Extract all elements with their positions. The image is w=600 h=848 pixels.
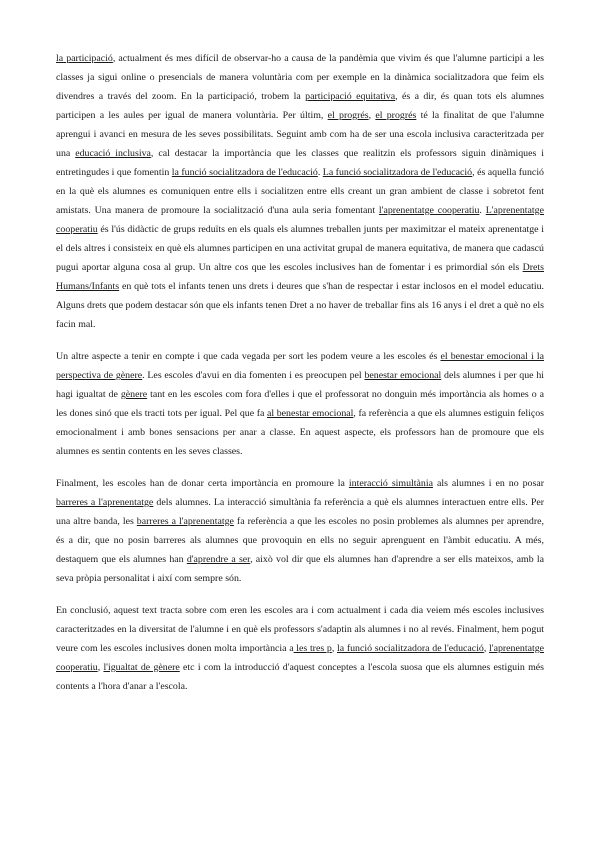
key-term: Drets Humans/Infants [56,262,544,292]
key-term: el benestar emocional i la perspectiva de gènere [56,351,544,381]
text-segment: en què tots el infants tenen uns drets i deures que s'han de respectar i estar inclosos en el model educatiu. Alguns drets que podem destacar són que els infants tenen Dret a no haver de treballar fins als 16 anys i el dret a què no els facin mal. [56,281,544,330]
key-term: participació equitativa [305,91,396,102]
text-segment: , actualment és mes difícil de observar-ho a causa de la pandèmia que vivim és que l'alumne participi a les classes ja sigui online o presencials de manera voluntària com per exemple en la dinàmica socialitzadora que feim els divendres a través del zoom. En la participació, trobem la [56,53,544,102]
key-term: interacció simultània [348,478,433,489]
text-segment: , cal destacar la importància que les classes que realitzin els professors siguin dinàmiques i entretingudes i que fomentin [56,148,544,178]
key-term: la participació [56,53,113,64]
text-segment: dels alumnes i per que hi hagi igualtat de [56,370,545,400]
text-segment: és l'ús didàctic de grups reduïts en els quals els alumnes treballen junts per maximitzar el mateix aprenentatge i el dels altres i consisteix en què els alumnes participen en una activitat grupal de manera equitativa, de manera que cadascú pugui aportar alguna cosa al grup. Un altre cos que les escoles inclusives han de fomentar i es primordial són els [56,224,544,273]
text-segment: . [479,205,486,216]
key-term: barreres a l'aprenentatge [136,516,234,527]
text-segment: , és a dir, és quan tots els alumnes participen a les aules per igual de manera voluntària. Per últim, [56,91,544,121]
key-term: la funció socialitzadora de l'educació [337,643,484,654]
key-term: L'aprenentatge cooperatiu [56,205,544,235]
text-segment: dels alumnes. La interacció simultània fa referència a què els alumnes interactuen entre ells. Per una altre banda, les [56,497,544,527]
paragraph-simultaneous-interaction [56,474,544,588]
text-segment: Finalment, les escoles han de donar certa importància en promoure la [56,478,349,489]
text-segment: , això vol dir que els alumnes han d'aprendre a ser ells mateixos, amb la seva pròpia personalitat i així com sempre són. [56,554,544,584]
text-segment: fa referència a que les escoles no posin problemes als alumnes per aprendre, és a dir, que no posin barreres als alumnes que provoquin en ells no seguir aprenguent en l'àmbit educatiu. A més, destaquem que els alumnes han [56,516,544,565]
key-term: les tres p [293,643,332,654]
text-segment: , [97,662,104,673]
text-segment: , fa referència a que els alumnes estiguin feliços emocionalment i amb bones sensacions per anar a classe. En aquest aspecte, els professors han de promoure que els alumnes es sentin contents en les seves classes. [56,408,545,457]
text-segment: etc i com la introducció d'aquest conceptes a l'escola suosa que els alumnes estiguin més contents a l'hora d'anar a l'escola. [56,662,544,692]
text-segment: . Les escoles d'avui en dia fomenten i es preocupen pel [142,370,365,381]
key-term: el progrés [375,110,417,121]
key-term: el progrés [327,110,369,121]
key-term: gènere [120,389,148,400]
text-segment: Un altre aspecte a tenir en compte i que cada vegada per sort les podem veure a les escoles és [56,351,441,362]
text-segment: , [483,643,490,654]
key-term: barreres a l'aprenentatge [56,497,154,508]
key-term: l'aprenentatge cooperatiu [378,205,480,216]
key-term: al benestar emocional [267,408,354,419]
text-segment: als alumnes i en no posar [432,478,544,489]
text-segment: , [368,110,376,121]
text-segment: , és aquella funció en la què els alumnes es comuniquen entre ells i socialitzen entre ells creant un gran ambient de classe i sobretot fent amistats. Una manera de promoure la socialització d'una aula seria fomentant [56,167,544,216]
paragraph-emotional-wellbeing [56,347,544,461]
text-segment: . [317,167,323,178]
text-segment: , [331,643,337,654]
key-term: d'aprendre a ser [186,554,251,565]
key-term: benestar emocional [364,370,442,381]
text-segment: En conclusió, aquest text tracta sobre com eren les escoles ara i com actualment i cada dia veiem més escoles inclusives caracteritzades en la diversitat de l'alumne i en què els professors s'adaptin als alumnes i no al revés. Finalment, hem pogut veure com les escoles inclusives donen molta importància a [56,605,544,654]
paragraph-participation [56,49,544,334]
text-segment: tant en les escoles com fora d'elles i que el professorat no donguin més importància als homes o a les dones sinó que els tracti tots per igual. Pel que fa [56,389,544,419]
paragraph-conclusion [56,601,544,696]
key-term: educació inclusiva [75,148,151,159]
key-term: l'igualtat de gènere [103,662,180,673]
key-term: l'aprenentatge cooperatiu [56,643,545,673]
key-term: la funció socialitzadora de l'educació [171,167,318,178]
text-segment: té la finalitat de que l'alumne aprengui i avanci en mesura de les seves possibilitats. Seguint amb com ha de ser una escola inclusiva caracteritzada per una [56,110,545,159]
key-term: La funció socialitzadora de l'educació [322,167,473,178]
